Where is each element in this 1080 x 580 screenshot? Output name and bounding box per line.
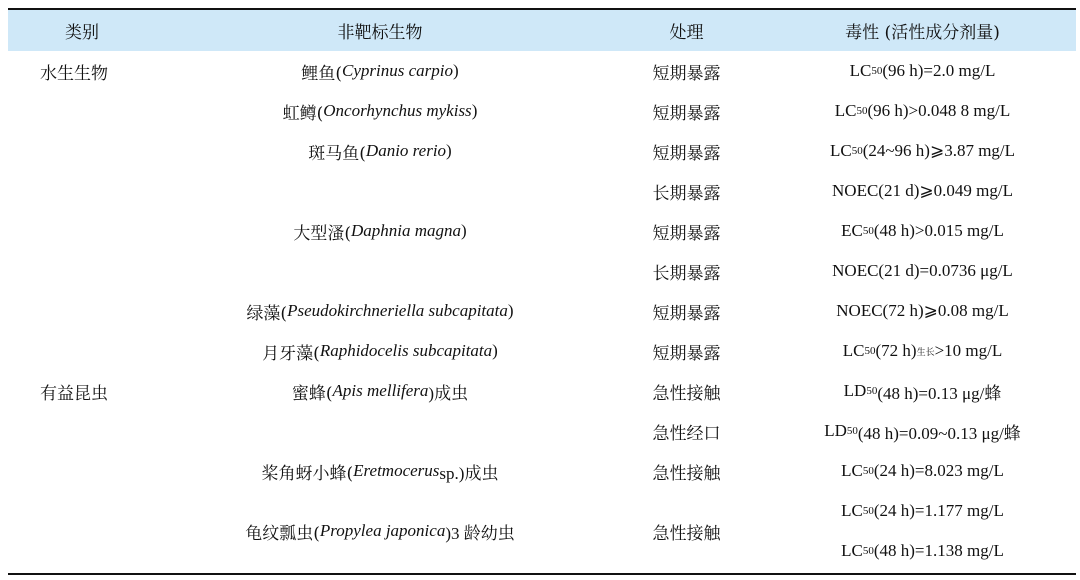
treatment-cell: 短期暴露 xyxy=(652,343,721,364)
toxicity-cell: LC 50 (24 h)=8.023 mg/L xyxy=(841,461,1004,480)
treatment-cell: 短期暴露 xyxy=(652,143,721,164)
table-bottom-rule xyxy=(8,573,1076,575)
organism-cell: 龟纹瓢虫( Propylea japonica )3 龄幼虫 xyxy=(245,521,515,544)
header-organism: 非靶标生物 xyxy=(337,23,423,43)
category-aquatic: 水生生物 xyxy=(40,63,108,84)
organism-cell: 鲤鱼( Cyprinus carpio ) xyxy=(301,61,459,84)
header-toxicity: 毒性 (活性成分剂量) xyxy=(845,23,1000,43)
toxicity-cell: LD 50 (48 h)=0.13 μg/蜂 xyxy=(843,381,1002,403)
organism-cell: 桨角蚜小蜂( Eretmocerus sp.)成虫 xyxy=(261,461,499,484)
toxicity-cell: EC 50 (48 h)>0.015 mg/L xyxy=(841,221,1004,240)
treatment-cell: 长期暴露 xyxy=(652,263,721,284)
organism-cell: 虹鳟( Oncorhynchus mykiss ) xyxy=(282,101,478,124)
category-beneficial-insects: 有益昆虫 xyxy=(40,383,108,404)
organism-cell: 蜜蜂( Apis mellifera )成虫 xyxy=(291,381,469,404)
table-header-row xyxy=(8,10,1076,51)
toxicity-cell: LC 50 (24~96 h)⩾3.87 mg/L xyxy=(829,141,1016,160)
header-category: 类别 xyxy=(65,23,99,43)
organism-cell: 斑马鱼( Danio rerio ) xyxy=(308,141,452,164)
treatment-cell: 短期暴露 xyxy=(652,223,721,244)
toxicity-cell: NOEC(72 h)⩾0.08 mg/L xyxy=(836,301,1009,320)
treatment-cell: 短期暴露 xyxy=(652,103,721,124)
toxicity-cell: LC 50 (96 h)=2.0 mg/L xyxy=(849,61,996,80)
treatment-cell: 短期暴露 xyxy=(652,63,721,84)
toxicity-cell: LC 50 (24 h)=1.177 mg/L xyxy=(841,501,1004,520)
toxicity-table xyxy=(8,8,1076,575)
organism-cell: 绿藻( Pseudokirchneriella subcapitata ) xyxy=(246,301,514,324)
toxicity-cell: NOEC(21 d)=0.0736 μg/L xyxy=(832,261,1013,280)
toxicity-cell: NOEC(21 d)⩾0.049 mg/L xyxy=(832,181,1013,200)
treatment-cell: 短期暴露 xyxy=(652,303,721,324)
treatment-cell: 急性接触 xyxy=(652,383,721,404)
treatment-cell: 急性经口 xyxy=(652,423,721,444)
toxicity-cell: LC 50 (48 h)=1.138 mg/L xyxy=(841,541,1004,560)
treatment-cell: 急性接触 xyxy=(652,463,721,484)
header-treatment: 处理 xyxy=(669,23,704,43)
toxicity-cell: LC 50 (72 h) 生长 >10 mg/L xyxy=(842,341,1003,360)
toxicity-cell: LC 50 (96 h)>0.048 8 mg/L xyxy=(834,101,1011,120)
table-body xyxy=(8,51,1076,573)
organism-cell: 大型溞( Daphnia magna ) xyxy=(293,221,467,244)
treatment-cell: 急性接触 xyxy=(652,523,721,544)
toxicity-cell: LD 50 (48 h)=0.09~0.13 μg/蜂 xyxy=(824,421,1021,443)
organism-cell: 月牙藻( Raphidocelis subcapitata ) xyxy=(262,341,498,364)
treatment-cell: 长期暴露 xyxy=(652,183,721,204)
